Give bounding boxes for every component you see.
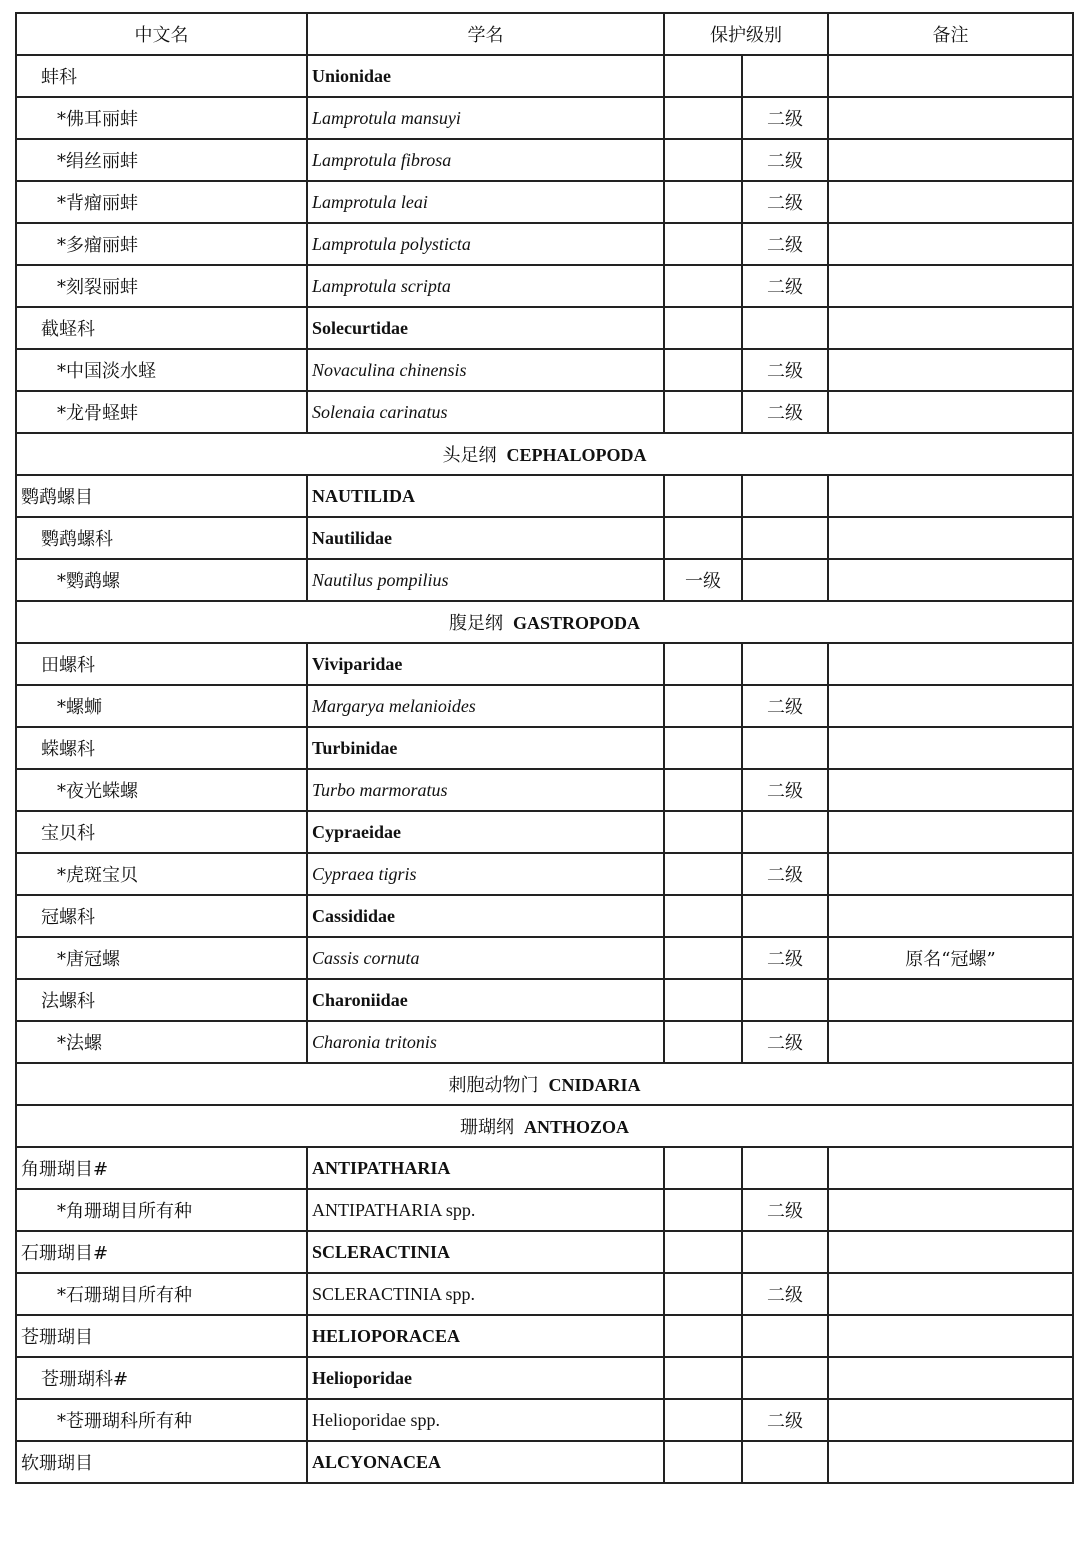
scientific-name-cell: Helioporidae spp. bbox=[307, 1399, 664, 1441]
chinese-name-cell: 蚌科 bbox=[16, 55, 307, 97]
table-row bbox=[16, 139, 1073, 181]
section-chinese-name: 珊瑚纲 bbox=[459, 1117, 514, 1138]
chinese-name-cell: *刻裂丽蚌 bbox=[16, 265, 307, 307]
section-latin-name: ANTHOZOA bbox=[523, 1117, 629, 1137]
level-one-cell bbox=[664, 727, 742, 769]
scientific-name-cell: ANTIPATHARIA bbox=[307, 1147, 664, 1189]
chinese-name-cell: *鹦鹉螺 bbox=[16, 559, 307, 601]
section-row bbox=[16, 1105, 1073, 1147]
scientific-name-cell: Nautilus pompilius bbox=[307, 559, 664, 601]
table-body bbox=[16, 13, 1073, 1483]
level-two-cell bbox=[742, 307, 828, 349]
level-two-cell bbox=[742, 979, 828, 1021]
scientific-name-cell: ALCYONACEA bbox=[307, 1441, 664, 1483]
level-one-cell bbox=[664, 643, 742, 685]
table-row bbox=[16, 937, 1073, 979]
table-row bbox=[16, 979, 1073, 1021]
table-header-row bbox=[16, 13, 1073, 55]
scientific-name-cell: Lamprotula leai bbox=[307, 181, 664, 223]
scientific-name-cell: Cypraea tigris bbox=[307, 853, 664, 895]
scientific-name-cell: NAUTILIDA bbox=[307, 475, 664, 517]
table-row bbox=[16, 1441, 1073, 1483]
notes-cell bbox=[828, 475, 1073, 517]
section-heading bbox=[16, 601, 1073, 643]
protected-species-table bbox=[15, 12, 1074, 1484]
chinese-name-cell: 法螺科 bbox=[16, 979, 307, 1021]
level-one-cell bbox=[664, 1399, 742, 1441]
table-row bbox=[16, 769, 1073, 811]
scientific-name-cell: Cypraeidae bbox=[307, 811, 664, 853]
level-two-cell: 二级 bbox=[742, 685, 828, 727]
chinese-name-cell: *中国淡水蛏 bbox=[16, 349, 307, 391]
chinese-name-cell: 苍珊瑚科# bbox=[16, 1357, 307, 1399]
section-latin-name: CEPHALOPODA bbox=[506, 445, 647, 465]
level-one-cell bbox=[664, 769, 742, 811]
section-chinese-name: 刺胞动物门 bbox=[448, 1075, 539, 1096]
table-row bbox=[16, 223, 1073, 265]
level-one-cell bbox=[664, 1189, 742, 1231]
level-two-cell bbox=[742, 811, 828, 853]
level-two-cell: 二级 bbox=[742, 769, 828, 811]
notes-cell bbox=[828, 391, 1073, 433]
level-two-cell: 二级 bbox=[742, 349, 828, 391]
level-one-cell bbox=[664, 685, 742, 727]
scientific-name-cell: Helioporidae bbox=[307, 1357, 664, 1399]
table-row bbox=[16, 265, 1073, 307]
scientific-name-cell: Viviparidae bbox=[307, 643, 664, 685]
table-row bbox=[16, 727, 1073, 769]
scientific-name-cell: Novaculina chinensis bbox=[307, 349, 664, 391]
level-one-cell bbox=[664, 349, 742, 391]
table-row bbox=[16, 349, 1073, 391]
chinese-name-cell: *背瘤丽蚌 bbox=[16, 181, 307, 223]
level-two-cell: 二级 bbox=[742, 1189, 828, 1231]
notes-cell bbox=[828, 1357, 1073, 1399]
table-row bbox=[16, 643, 1073, 685]
table-row bbox=[16, 1147, 1073, 1189]
notes-cell bbox=[828, 181, 1073, 223]
level-one-cell bbox=[664, 811, 742, 853]
section-latin-name: GASTROPODA bbox=[512, 613, 640, 633]
level-two-cell bbox=[742, 55, 828, 97]
header-scientific-name: 学名 bbox=[307, 13, 664, 55]
chinese-name-cell: *唐冠螺 bbox=[16, 937, 307, 979]
level-two-cell: 二级 bbox=[742, 853, 828, 895]
level-two-cell: 二级 bbox=[742, 391, 828, 433]
level-two-cell bbox=[742, 1357, 828, 1399]
notes-cell bbox=[828, 811, 1073, 853]
chinese-name-cell: 蝾螺科 bbox=[16, 727, 307, 769]
notes-cell bbox=[828, 1231, 1073, 1273]
level-one-cell bbox=[664, 181, 742, 223]
notes-cell bbox=[828, 97, 1073, 139]
level-two-cell bbox=[742, 643, 828, 685]
scientific-name-cell: Lamprotula scripta bbox=[307, 265, 664, 307]
section-heading bbox=[16, 1063, 1073, 1105]
level-two-cell: 二级 bbox=[742, 223, 828, 265]
chinese-name-cell: *石珊瑚目所有种 bbox=[16, 1273, 307, 1315]
section-latin-name: CNIDARIA bbox=[548, 1075, 641, 1095]
notes-cell bbox=[828, 1021, 1073, 1063]
scientific-name-cell: Charonia tritonis bbox=[307, 1021, 664, 1063]
scientific-name-cell: HELIOPORACEA bbox=[307, 1315, 664, 1357]
scientific-name-cell: Unionidae bbox=[307, 55, 664, 97]
scientific-name-cell: Solecurtidae bbox=[307, 307, 664, 349]
scientific-name-cell: Turbo marmoratus bbox=[307, 769, 664, 811]
level-two-cell: 二级 bbox=[742, 1399, 828, 1441]
level-one-cell bbox=[664, 55, 742, 97]
notes-cell bbox=[828, 55, 1073, 97]
level-two-cell bbox=[742, 517, 828, 559]
table-row bbox=[16, 811, 1073, 853]
level-one-cell bbox=[664, 517, 742, 559]
level-two-cell bbox=[742, 1315, 828, 1357]
level-two-cell: 二级 bbox=[742, 265, 828, 307]
notes-cell bbox=[828, 895, 1073, 937]
notes-cell bbox=[828, 223, 1073, 265]
scientific-name-cell: Cassididae bbox=[307, 895, 664, 937]
chinese-name-cell: 软珊瑚目 bbox=[16, 1441, 307, 1483]
notes-cell bbox=[828, 517, 1073, 559]
notes-cell bbox=[828, 1399, 1073, 1441]
notes-cell bbox=[828, 559, 1073, 601]
scientific-name-cell: Turbinidae bbox=[307, 727, 664, 769]
level-two-cell bbox=[742, 1441, 828, 1483]
scientific-name-cell: Lamprotula polysticta bbox=[307, 223, 664, 265]
scientific-name-cell: Lamprotula fibrosa bbox=[307, 139, 664, 181]
level-one-cell bbox=[664, 139, 742, 181]
notes-cell bbox=[828, 1273, 1073, 1315]
notes-cell bbox=[828, 1189, 1073, 1231]
table-row bbox=[16, 1315, 1073, 1357]
notes-cell bbox=[828, 1315, 1073, 1357]
chinese-name-cell: *虎斑宝贝 bbox=[16, 853, 307, 895]
level-two-cell: 二级 bbox=[742, 97, 828, 139]
chinese-name-cell: 鹦鹉螺科 bbox=[16, 517, 307, 559]
level-one-cell bbox=[664, 307, 742, 349]
notes-cell bbox=[828, 685, 1073, 727]
notes-cell bbox=[828, 307, 1073, 349]
scientific-name-cell: Cassis cornuta bbox=[307, 937, 664, 979]
table-row bbox=[16, 895, 1073, 937]
notes-cell bbox=[828, 1441, 1073, 1483]
chinese-name-cell: 冠螺科 bbox=[16, 895, 307, 937]
level-one-cell bbox=[664, 979, 742, 1021]
table-row bbox=[16, 181, 1073, 223]
level-one-cell bbox=[664, 223, 742, 265]
level-one-cell bbox=[664, 1147, 742, 1189]
notes-cell bbox=[828, 139, 1073, 181]
table-row bbox=[16, 1021, 1073, 1063]
scientific-name-cell: ANTIPATHARIA spp. bbox=[307, 1189, 664, 1231]
table-row bbox=[16, 1189, 1073, 1231]
table-row bbox=[16, 559, 1073, 601]
section-row bbox=[16, 601, 1073, 643]
table-row bbox=[16, 685, 1073, 727]
chinese-name-cell: *苍珊瑚科所有种 bbox=[16, 1399, 307, 1441]
chinese-name-cell: *绢丝丽蚌 bbox=[16, 139, 307, 181]
chinese-name-cell: 宝贝科 bbox=[16, 811, 307, 853]
notes-cell bbox=[828, 979, 1073, 1021]
notes-cell bbox=[828, 769, 1073, 811]
level-two-cell: 二级 bbox=[742, 139, 828, 181]
scientific-name-cell: Solenaia carinatus bbox=[307, 391, 664, 433]
level-two-cell bbox=[742, 475, 828, 517]
table-row bbox=[16, 1357, 1073, 1399]
level-one-cell bbox=[664, 1273, 742, 1315]
chinese-name-cell: *夜光蝾螺 bbox=[16, 769, 307, 811]
section-heading bbox=[16, 433, 1073, 475]
level-one-cell bbox=[664, 1357, 742, 1399]
table-row bbox=[16, 475, 1073, 517]
chinese-name-cell: 田螺科 bbox=[16, 643, 307, 685]
level-one-cell: 一级 bbox=[664, 559, 742, 601]
notes-cell bbox=[828, 265, 1073, 307]
chinese-name-cell: *多瘤丽蚌 bbox=[16, 223, 307, 265]
level-two-cell bbox=[742, 1231, 828, 1273]
chinese-name-cell: *佛耳丽蚌 bbox=[16, 97, 307, 139]
section-chinese-name: 腹足纲 bbox=[448, 613, 503, 634]
section-row bbox=[16, 433, 1073, 475]
notes-cell bbox=[828, 1147, 1073, 1189]
header-protection-level: 保护级别 bbox=[664, 13, 828, 55]
scientific-name-cell: SCLERACTINIA bbox=[307, 1231, 664, 1273]
table-row bbox=[16, 853, 1073, 895]
section-heading bbox=[16, 1105, 1073, 1147]
scientific-name-cell: SCLERACTINIA spp. bbox=[307, 1273, 664, 1315]
level-two-cell: 二级 bbox=[742, 181, 828, 223]
scientific-name-cell: Nautilidae bbox=[307, 517, 664, 559]
section-chinese-name: 头足纲 bbox=[442, 445, 497, 466]
level-one-cell bbox=[664, 475, 742, 517]
level-two-cell bbox=[742, 895, 828, 937]
notes-cell bbox=[828, 727, 1073, 769]
header-chinese-name: 中文名 bbox=[16, 13, 307, 55]
chinese-name-cell: *角珊瑚目所有种 bbox=[16, 1189, 307, 1231]
level-one-cell bbox=[664, 97, 742, 139]
chinese-name-cell: 苍珊瑚目 bbox=[16, 1315, 307, 1357]
chinese-name-cell: 石珊瑚目# bbox=[16, 1231, 307, 1273]
chinese-name-cell: *螺蛳 bbox=[16, 685, 307, 727]
table-row bbox=[16, 97, 1073, 139]
table-row bbox=[16, 55, 1073, 97]
chinese-name-cell: *龙骨蛏蚌 bbox=[16, 391, 307, 433]
level-one-cell bbox=[664, 853, 742, 895]
level-one-cell bbox=[664, 265, 742, 307]
level-two-cell bbox=[742, 727, 828, 769]
level-two-cell: 二级 bbox=[742, 1021, 828, 1063]
level-two-cell: 二级 bbox=[742, 937, 828, 979]
table-row bbox=[16, 391, 1073, 433]
notes-cell bbox=[828, 349, 1073, 391]
level-two-cell: 二级 bbox=[742, 1273, 828, 1315]
notes-cell bbox=[828, 853, 1073, 895]
scientific-name-cell: Margarya melanioides bbox=[307, 685, 664, 727]
chinese-name-cell: 鹦鹉螺目 bbox=[16, 475, 307, 517]
scientific-name-cell: Charoniidae bbox=[307, 979, 664, 1021]
notes-cell bbox=[828, 643, 1073, 685]
level-one-cell bbox=[664, 1441, 742, 1483]
level-one-cell bbox=[664, 1021, 742, 1063]
notes-cell: 原名“冠螺” bbox=[828, 937, 1073, 979]
table-row bbox=[16, 1273, 1073, 1315]
level-one-cell bbox=[664, 895, 742, 937]
scientific-name-cell: Lamprotula mansuyi bbox=[307, 97, 664, 139]
level-two-cell bbox=[742, 559, 828, 601]
level-one-cell bbox=[664, 391, 742, 433]
level-one-cell bbox=[664, 1315, 742, 1357]
chinese-name-cell: 截蛏科 bbox=[16, 307, 307, 349]
chinese-name-cell: 角珊瑚目# bbox=[16, 1147, 307, 1189]
table-row bbox=[16, 1231, 1073, 1273]
section-row bbox=[16, 1063, 1073, 1105]
level-one-cell bbox=[664, 1231, 742, 1273]
chinese-name-cell: *法螺 bbox=[16, 1021, 307, 1063]
level-two-cell bbox=[742, 1147, 828, 1189]
level-one-cell bbox=[664, 937, 742, 979]
header-notes: 备注 bbox=[828, 13, 1073, 55]
table-row bbox=[16, 517, 1073, 559]
table-row bbox=[16, 307, 1073, 349]
table-row bbox=[16, 1399, 1073, 1441]
